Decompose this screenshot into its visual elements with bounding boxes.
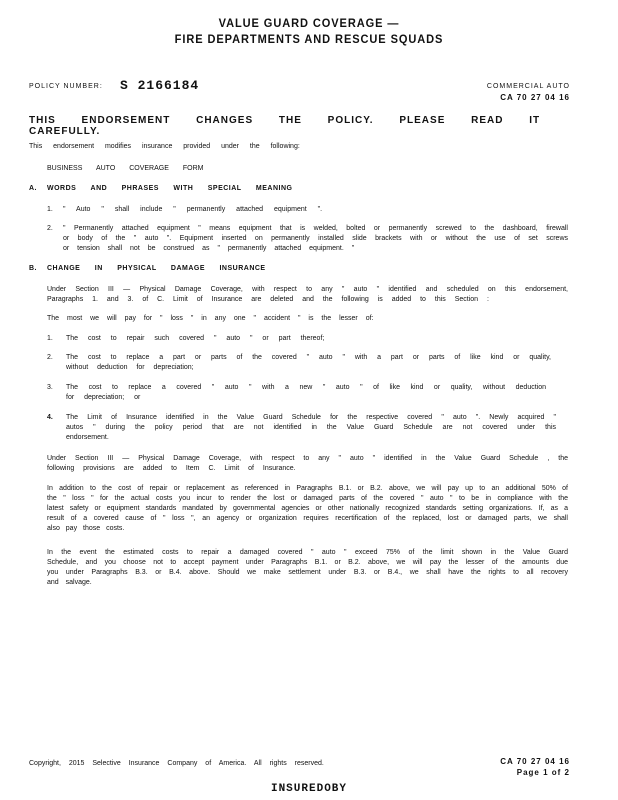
form-code-header: CA 70 27 04 16 [500,93,570,102]
intro-text: This endorsement modifies insurance provided under the following: [29,143,300,150]
section-b-para-2: Under Section III — Physical Damage Coverage, with respect to any " auto " identified in the Value Guard Schedule , the following provisions are added to Item C. Limit of Insurance. [47,455,568,472]
section-b-para-3: In addition to the cost of repair or replacement as referenced in Paragraphs B.1. or B.2. above, we will pay up to an additional 50% of the " loss " for the actual costs you incur to render the lost or damaged parts of the covered " auto " to be in compliance with the latest safety or equipment standards mandated by governmental agencies or other nationally recognized standards setting organizations. If, as a result of a covered cause of " loss ", an agency or organization requires recertification of the replaced, lost or damaged parts, we shall also pay those costs. [47,485,568,532]
section-b-item-3-text: The cost to replace a covered " auto " with a new " auto " of like kind or quality, without deduction for depreciation; or [66,384,546,401]
section-b-item-2-text: The cost to replace a part or parts of the covered " auto " with a part or parts of like kind or quality, without deduction for depreciation; [66,354,551,371]
section-a-heading: WORDS AND PHRASES WITH SPECIAL MEANING [47,185,293,192]
section-a-item-1-text: " Auto " shall include " permanently attached equipment ". [63,206,323,213]
title-line-1: VALUE GUARD COVERAGE — [218,16,400,30]
section-a-item-1-num: 1. [47,206,53,213]
section-b-item-1-num: 1. [47,335,53,342]
page-number: Page 1 of 2 [516,768,570,777]
section-b-intro: Under Section III — Physical Damage Coverage, with respect to any " auto " identified and scheduled on this endorsement, Paragraphs 1. and 3. of C. Limit of Insurance are deleted and the following is added to this Section : [47,286,568,303]
form-type: COMMERCIAL AUTO [486,83,570,90]
section-a-item-2-num: 2. [47,225,53,232]
section-b-heading: CHANGE IN PHYSICAL DAMAGE INSURANCE [47,265,266,272]
brand-watermark: INSUREDOBY [270,783,347,795]
section-a-letter: A. [29,185,37,192]
policy-number-label: POLICY NUMBER: [29,83,103,90]
section-b-item-2-num: 2. [47,354,53,361]
policy-number: S 2166184 [120,78,200,93]
section-b-item-4-text: The Limit of Insurance identified in the Value Guard Schedule for the respective covered " auto ". Newly acquired " autos " during the policy period that are not identified in the Value Guard Schedule are not covered under this endorsement. [66,414,556,441]
form-code-footer: CA 70 27 04 16 [500,757,570,766]
section-b-most-we-pay: The most we will pay for " loss " in any one " accident " is the lesser of: [47,315,374,322]
endorsement-notice: THIS ENDORSEMENT CHANGES THE POLICY. PLEASE READ IT CAREFULLY. [29,115,541,137]
title-line-2: FIRE DEPARTMENTS AND RESCUE SQUADS [174,32,444,46]
section-b-item-4-num: 4. [47,414,53,421]
form-name: BUSINESS AUTO COVERAGE FORM [47,165,204,172]
section-b-para-4: In the event the estimated costs to repair a damaged covered " auto " exceed 75% of the limit shown in the Value Guard Schedule, and you choose not to accept payment under Paragraphs B.1. or B.2. above, we will pay the lesser of the amounts due you under Paragraphs B.3. or B.4. above. Should we make settlement under B.3. or B.4., we shall have the rights to all recovery and salvage. [47,549,568,586]
section-b-letter: B. [29,265,37,272]
section-b-item-1-text: The cost to repair such covered " auto " or part thereof; [66,335,325,342]
section-b-item-3-num: 3. [47,384,53,391]
copyright: Copyright, 2015 Selective Insurance Company of America. All rights reserved. [29,760,324,767]
section-a-item-2-text: " Permanently attached equipment " means equipment that is welded, bolted or permanently screwed to the dashboard, firewall or body of the " auto ". Equipment inserted on permanently installed slide brackets with or without the use of set screws or tension shall not be construed as " permanently attached equipment. " [63,225,568,252]
